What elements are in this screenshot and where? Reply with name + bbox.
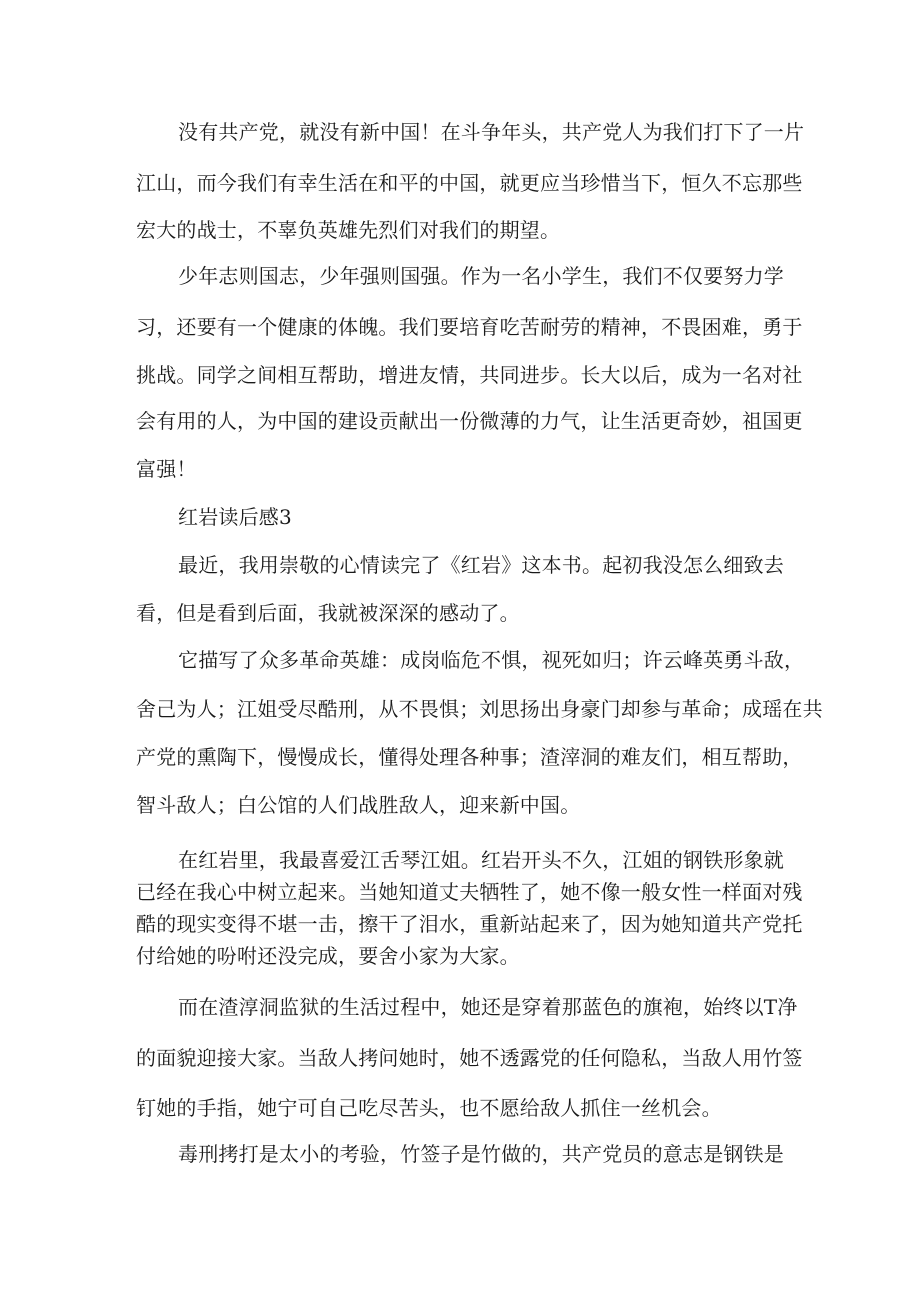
paragraph-5-line-3: 酷的现实变得不堪一击，擦干了泪水，重新站起来了，因为她知道共产党托 — [136, 912, 803, 936]
paragraph-4-line-2: 舍己为人；江姐受尽酷刑，从不畏惧；刘思扬出身豪门却参与革命；成瑶在共 — [136, 697, 823, 721]
paragraph-1-line-2: 江山，而今我们有幸生活在和平的中国，就更应当珍惜当下，恒久不忘那些 — [136, 171, 803, 195]
paragraph-1-line-3: 宏大的战士，不辜负英雄先烈们对我们的期望。 — [136, 218, 561, 242]
paragraph-4-line-1: 它描写了众多革命英雄：成岗临危不惧，视死如归；许云峰英勇斗敌， — [178, 648, 805, 672]
paragraph-4-line-3: 产党的熏陶下，慢慢成长，懂得处理各种事；渣滓洞的难友们，相互帮助， — [136, 745, 803, 769]
paragraph-2-line-3: 挑战。同学之间相互帮助，增进友情，共同进步。长大以后，成为一名对社 — [136, 363, 803, 387]
paragraph-5-line-4: 付给她的吩咐还没完成，要舍小家为大家。 — [136, 944, 520, 968]
paragraph-6-line-2: 的面貌迎接大家。当敌人拷问她时，她不透露党的任何隐私，当敌人用竹签 — [136, 1046, 803, 1070]
paragraph-6-line-3: 钉她的手指，她宁可自己吃尽苦头，也不愿给敌人抓住一丝机会。 — [136, 1096, 722, 1120]
section-heading: 红岩读后感3 — [178, 505, 292, 529]
paragraph-7-line-1: 毒刑拷打是太小的考验，竹签子是竹做的，共产党员的意志是钢铁是 — [178, 1142, 784, 1166]
paragraph-6-line-1: 而在渣淳洞监狱的生活过程中，她还是穿着那蓝色的旗袍，始终以T净 — [178, 995, 798, 1019]
paragraph-1-line-1: 没有共产党，就没有新中国！在斗争年头，共产党人为我们打下了一片 — [178, 120, 805, 144]
paragraph-5-line-1: 在红岩里，我最喜爱江舌琴江姐。红岩开头不久，江姐的钢铁形象就 — [178, 848, 784, 872]
paragraph-2-line-4: 会有用的人，为中国的建设贡献出一份微薄的力气，让生活更奇妙，祖国更 — [136, 409, 803, 433]
paragraph-3-line-1: 最近，我用崇敬的心情读完了《红岩》这本书。起初我没怎么细致去 — [178, 553, 784, 577]
paragraph-4-line-4: 智斗敌人；白公馆的人们战胜敌人，迎来新中国。 — [136, 793, 581, 817]
paragraph-3-line-2: 看，但是看到后面，我就被深深的感动了。 — [136, 601, 520, 625]
paragraph-5-line-2: 已经在我心中树立起来。当她知道丈夫牺牲了，她不像一般女性一样面对残 — [136, 880, 803, 904]
paragraph-2-line-1: 少年志则国志，少年强则国强。作为一名小学生，我们不仅要努力学 — [178, 264, 784, 288]
paragraph-2-line-5: 富强！ — [136, 457, 197, 481]
paragraph-2-line-2: 习，还要有一个健康的体魄。我们要培育吃苦耐劳的精神，不畏困难，勇于 — [136, 315, 803, 339]
